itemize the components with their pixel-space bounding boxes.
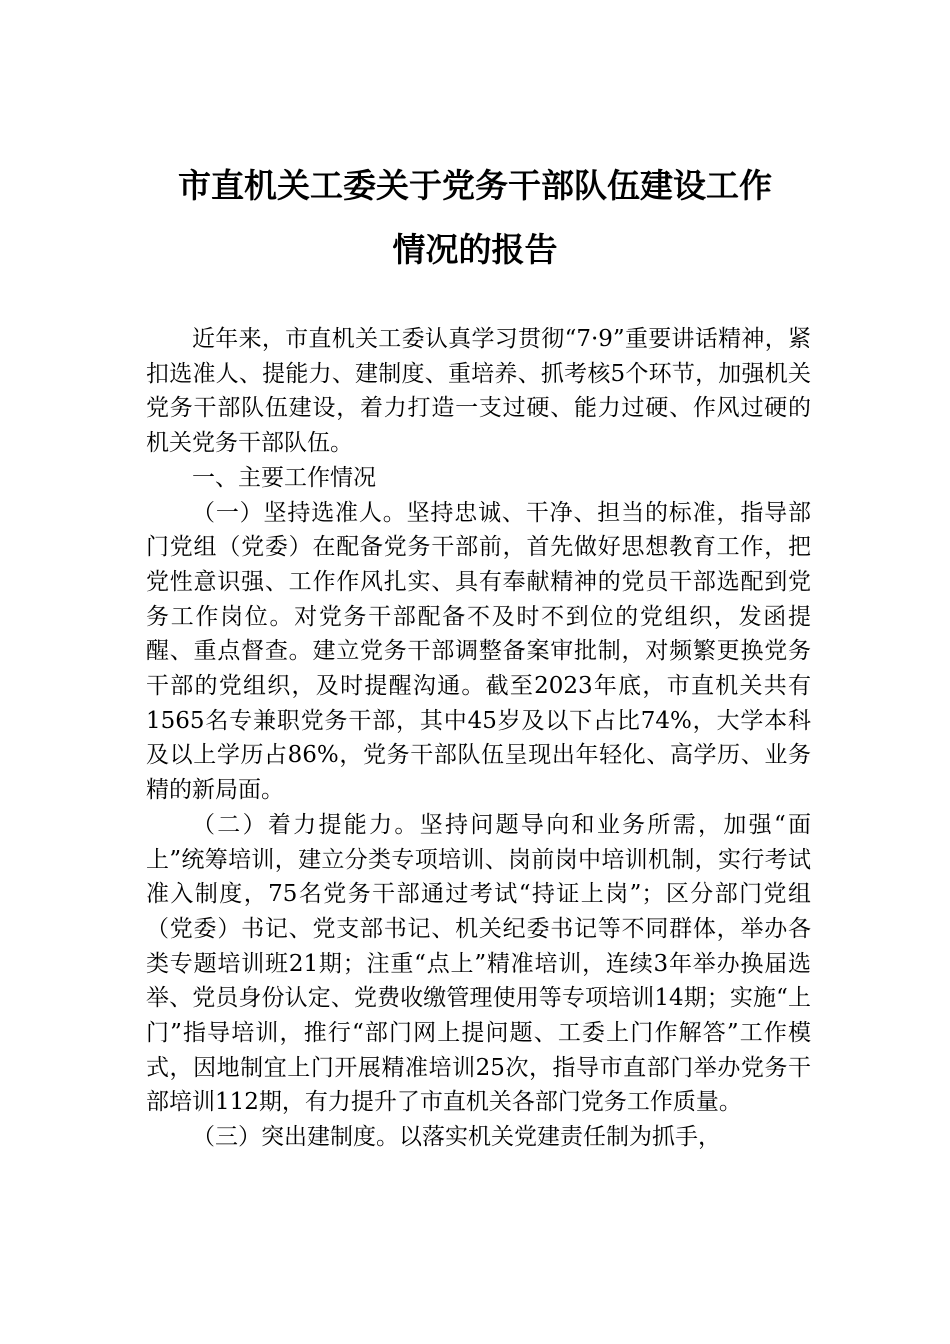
- document-title-line-2: 情况的报告: [392, 230, 558, 269]
- paragraph-lead-select-people: （一）坚持选准人。: [192, 499, 407, 526]
- intro-paragraph: 近年来，市直机关工委认真学习贯彻“7·9”重要讲话精神，紧扣选准人、提能力、建制度、重培养、抓考核5个环节，加强机关党务干部队伍建设，着力打造一支过硬、能力过硬、作风过硬的机关党务干部队伍。: [146, 326, 811, 457]
- paragraph-lead-improve-ability: （二）着力提能力。: [192, 811, 420, 838]
- section-heading-main-work: 一、主要工作情况: [192, 464, 376, 491]
- paragraph-select-people: [146, 496, 811, 808]
- paragraph-lead-build-system: （三）突出建制度。: [192, 1124, 399, 1151]
- paragraph-improve-ability: [146, 808, 811, 1120]
- paragraph-build-system: [146, 1120, 811, 1155]
- paragraph-text-improve-ability: 坚持问题导向和业务所需，加强“面上”统筹培训，建立分类专项培训、岗前岗中培训机制，实行考试准入制度，75名党务干部通过考试“持证上岗”；区分部门党组（党委）书记、党支部书记、机关纪委书记等不同群体，举办各类专题培训班21期；注重“点上”精准培训，连续3年举办换届选举、党员身份认定、党费收缴管理使用等专项培训14期；实施“上门”指导培训，推行“部门网上提问题、工委上门作解答”工作模式，因地制宜上门开展精准培训25次，指导市直部门举办党务干部培训112期，有力提升了市直机关各部门党务工作质量。: [146, 811, 811, 1116]
- paragraph-text-select-people: 坚持忠诚、干净、担当的标准，指导部门党组（党委）在配备党务干部前，首先做好思想教育工作，把党性意识强、工作作风扎实、具有奉献精神的党员干部选配到党务工作岗位。对党务干部配备不及时不到位的党组织，发函提醒、重点督查。建立党务干部调整备案审批制，对频繁更换党务干部的党组织，及时提醒沟通。截至2023年底，市直机关共有1565名专兼职党务干部，其中45岁及以下占比74%，大学本科及以上学历占86%，党务干部队伍呈现出年轻化、高学历、业务精的新局面。: [146, 499, 812, 804]
- paragraph-text-build-system: 以落实机关党建责任制为抓手，: [399, 1124, 721, 1151]
- document-body: [146, 322, 811, 1155]
- document-title-line-1: 市直机关工委关于党务干部队伍建设工作: [178, 166, 772, 205]
